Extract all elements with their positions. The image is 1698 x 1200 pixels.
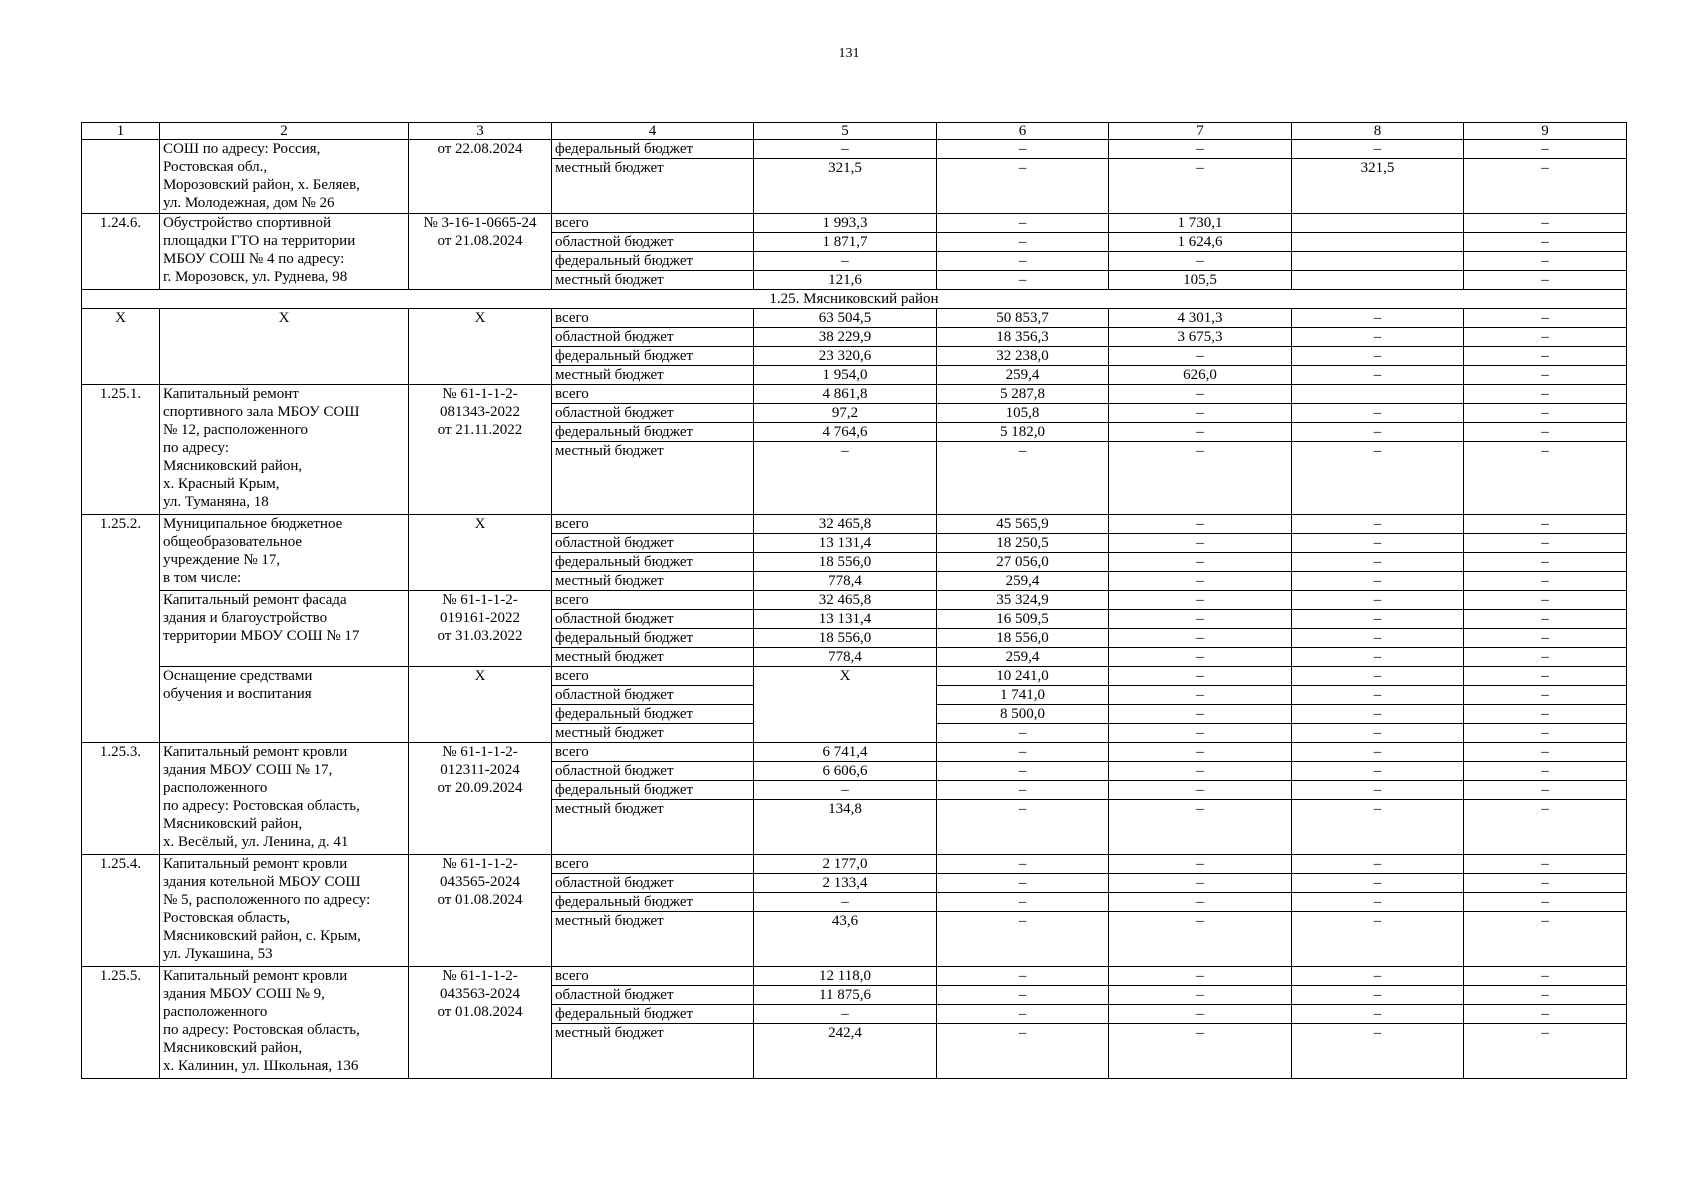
value-cell: – (1464, 423, 1627, 442)
value-cell: 12 118,0 (754, 967, 937, 986)
item-description: Муниципальное бюджетное общеобразовательное учреждение № 17, в том числе: (160, 515, 409, 591)
value-cell: – (1109, 893, 1292, 912)
budget-type: областной бюджет (552, 233, 754, 252)
value-cell: – (937, 855, 1109, 874)
value-cell (1292, 271, 1464, 290)
value-cell: – (754, 1005, 937, 1024)
budget-type: федеральный бюджет (552, 629, 754, 648)
value-cell: – (1109, 705, 1292, 724)
item-code: № 61-1-1-2- 081343-2022 от 21.11.2022 (409, 385, 552, 515)
value-cell: – (937, 912, 1109, 967)
value-cell: 97,2 (754, 404, 937, 423)
x-mark: Х (409, 515, 552, 591)
budget-type: всего (552, 743, 754, 762)
value-cell: – (937, 743, 1109, 762)
value-cell: – (1109, 423, 1292, 442)
value-cell: – (1292, 1024, 1464, 1079)
value-cell: – (1109, 781, 1292, 800)
value-cell: 10 241,0 (937, 667, 1109, 686)
table-row (82, 515, 1627, 534)
item-code: № 61-1-1-2- 043563-2024 от 01.08.2024 (409, 967, 552, 1079)
value-cell: – (1292, 874, 1464, 893)
value-cell: – (1464, 442, 1627, 515)
value-cell: 43,6 (754, 912, 937, 967)
value-cell: – (1292, 912, 1464, 967)
value-cell: 105,8 (937, 404, 1109, 423)
value-cell: 18 556,0 (937, 629, 1109, 648)
value-cell: – (754, 140, 937, 159)
value-cell: – (1464, 874, 1627, 893)
value-cell: – (1464, 347, 1627, 366)
item-number: 1.25.1. (82, 385, 160, 515)
value-cell: – (1464, 591, 1627, 610)
column-number: 5 (754, 123, 937, 140)
budget-type: всего (552, 967, 754, 986)
value-cell: 35 324,9 (937, 591, 1109, 610)
value-cell: – (1464, 366, 1627, 385)
value-cell: 6 741,4 (754, 743, 937, 762)
value-cell: – (937, 874, 1109, 893)
value-cell: – (1464, 515, 1627, 534)
value-cell: – (1464, 404, 1627, 423)
budget-type: федеральный бюджет (552, 1005, 754, 1024)
value-cell: – (1464, 553, 1627, 572)
value-cell: – (1109, 912, 1292, 967)
value-cell: – (1109, 1005, 1292, 1024)
budget-type: федеральный бюджет (552, 347, 754, 366)
value-cell: – (1109, 140, 1292, 159)
value-cell (1292, 233, 1464, 252)
budget-type: всего (552, 515, 754, 534)
budget-type: всего (552, 667, 754, 686)
item-description: Обустройство спортивной площадки ГТО на территории МБОУ СОШ № 4 по адресу: г. Морозовск, ул. Руднева, 98 (160, 214, 409, 290)
value-cell: – (1109, 347, 1292, 366)
value-cell: 626,0 (1109, 366, 1292, 385)
budget-type: областной бюджет (552, 328, 754, 347)
value-cell: – (1464, 214, 1627, 233)
value-cell: – (1292, 534, 1464, 553)
table-row (82, 667, 1627, 686)
value-cell: – (1292, 967, 1464, 986)
value-cell: 1 730,1 (1109, 214, 1292, 233)
budget-type: всего (552, 591, 754, 610)
value-cell: – (1109, 252, 1292, 271)
value-cell: 6 606,6 (754, 762, 937, 781)
value-cell: – (1109, 515, 1292, 534)
value-cell: – (1292, 572, 1464, 591)
value-cell: 105,5 (1109, 271, 1292, 290)
item-description: Капитальный ремонт фасада здания и благоустройство территории МБОУ СОШ № 17 (160, 591, 409, 667)
value-cell: – (1292, 629, 1464, 648)
value-cell: – (1109, 855, 1292, 874)
table-row (82, 743, 1627, 762)
budget-type: федеральный бюджет (552, 553, 754, 572)
value-cell: – (937, 1005, 1109, 1024)
value-cell: – (937, 252, 1109, 271)
budget-type: местный бюджет (552, 366, 754, 385)
value-cell: – (1464, 572, 1627, 591)
value-cell: – (1292, 347, 1464, 366)
value-cell: – (1109, 874, 1292, 893)
budget-type: всего (552, 855, 754, 874)
value-cell: – (754, 252, 937, 271)
value-cell: – (1292, 1005, 1464, 1024)
value-cell: – (937, 781, 1109, 800)
value-cell: – (1464, 328, 1627, 347)
value-cell: – (1464, 233, 1627, 252)
value-cell: 13 131,4 (754, 534, 937, 553)
value-cell: – (1464, 967, 1627, 986)
value-cell: – (1109, 629, 1292, 648)
budget-type: местный бюджет (552, 572, 754, 591)
value-cell: – (1464, 893, 1627, 912)
value-cell: 18 356,3 (937, 328, 1109, 347)
value-cell: – (1292, 404, 1464, 423)
budget-type: всего (552, 214, 754, 233)
value-cell: 32 465,8 (754, 515, 937, 534)
value-cell: – (1109, 1024, 1292, 1079)
value-cell: – (937, 442, 1109, 515)
value-cell: – (937, 893, 1109, 912)
value-cell: – (1109, 762, 1292, 781)
item-description: Капитальный ремонт спортивного зала МБОУ СОШ № 12, расположенного по адресу: Мясниковский район, х. Красный Крым, ул. Туманяна, 18 (160, 385, 409, 515)
value-cell: – (1109, 572, 1292, 591)
value-cell: – (754, 442, 937, 515)
value-cell: 18 556,0 (754, 629, 937, 648)
value-cell: – (1109, 610, 1292, 629)
value-cell: – (937, 159, 1109, 214)
value-cell: – (1109, 800, 1292, 855)
budget-type: местный бюджет (552, 159, 754, 214)
value-cell: 23 320,6 (754, 347, 937, 366)
item-description: Капитальный ремонт кровли здания котельной МБОУ СОШ № 5, расположенного по адресу: Ростовская область, Мясниковский район, с. Крым, ул. Лукашина, 53 (160, 855, 409, 967)
value-cell: – (937, 214, 1109, 233)
value-cell: – (1464, 252, 1627, 271)
value-cell: – (1109, 534, 1292, 553)
table-row (82, 140, 1627, 159)
item-number: 1.25.3. (82, 743, 160, 855)
value-cell: – (1464, 800, 1627, 855)
value-cell: 1 871,7 (754, 233, 937, 252)
value-cell: – (1292, 553, 1464, 572)
value-cell: – (1464, 667, 1627, 686)
value-cell (1292, 385, 1464, 404)
budget-type: местный бюджет (552, 442, 754, 515)
value-cell: – (1292, 893, 1464, 912)
budget-type: местный бюджет (552, 912, 754, 967)
value-cell: – (937, 986, 1109, 1005)
budget-type: местный бюджет (552, 648, 754, 667)
table-row (82, 214, 1627, 233)
budget-type: местный бюджет (552, 1024, 754, 1079)
value-cell: 45 565,9 (937, 515, 1109, 534)
item-description: Оснащение средствами обучения и воспитания (160, 667, 409, 743)
value-cell: – (1464, 986, 1627, 1005)
table-row (82, 967, 1627, 986)
item-description: Капитальный ремонт кровли здания МБОУ СОШ № 17, расположенного по адресу: Ростовская область, Мясниковский район, х. Весёлый, ул. Ленина, д. 41 (160, 743, 409, 855)
value-cell: 1 954,0 (754, 366, 937, 385)
value-cell (1292, 252, 1464, 271)
value-cell: – (1464, 855, 1627, 874)
value-cell: – (1464, 271, 1627, 290)
section-title: 1.25. Мясниковский район (82, 290, 1627, 309)
value-cell: – (1464, 762, 1627, 781)
item-number: 1.25.4. (82, 855, 160, 967)
value-cell: 778,4 (754, 648, 937, 667)
value-cell: – (1109, 159, 1292, 214)
budget-type: местный бюджет (552, 724, 754, 743)
value-cell: – (1292, 423, 1464, 442)
value-cell: – (1292, 743, 1464, 762)
value-cell: – (1464, 724, 1627, 743)
budget-type: областной бюджет (552, 534, 754, 553)
value-cell: – (1292, 515, 1464, 534)
table-row (82, 385, 1627, 404)
value-cell: – (1292, 591, 1464, 610)
value-cell: 1 624,6 (1109, 233, 1292, 252)
value-cell: 259,4 (937, 572, 1109, 591)
value-cell: – (1109, 743, 1292, 762)
value-cell: 4 764,6 (754, 423, 937, 442)
value-cell: 32 465,8 (754, 591, 937, 610)
value-cell: 63 504,5 (754, 309, 937, 328)
value-cell: – (1292, 328, 1464, 347)
value-cell: 2 177,0 (754, 855, 937, 874)
column-number: 1 (82, 123, 160, 140)
value-cell: – (1109, 724, 1292, 743)
item-code: № 61-1-1-2- 019161-2022 от 31.03.2022 (409, 591, 552, 667)
value-cell: 259,4 (937, 648, 1109, 667)
value-cell: 13 131,4 (754, 610, 937, 629)
value-cell: 27 056,0 (937, 553, 1109, 572)
value-cell: – (1109, 648, 1292, 667)
value-cell: – (754, 781, 937, 800)
table-row (82, 855, 1627, 874)
value-cell: – (1292, 855, 1464, 874)
value-cell: 778,4 (754, 572, 937, 591)
value-cell: 2 133,4 (754, 874, 937, 893)
column-number: 9 (1464, 123, 1627, 140)
value-cell: – (1109, 986, 1292, 1005)
value-cell: – (937, 140, 1109, 159)
x-mark: Х (409, 667, 552, 743)
budget-type: областной бюджет (552, 874, 754, 893)
value-cell: 3 675,3 (1109, 328, 1292, 347)
item-code: № 61-1-1-2- 012311-2024 от 20.09.2024 (409, 743, 552, 855)
value-cell: – (1292, 781, 1464, 800)
column-number: 8 (1292, 123, 1464, 140)
value-cell: – (937, 762, 1109, 781)
x-mark: Х (160, 309, 409, 385)
value-cell: – (937, 1024, 1109, 1079)
item-number: 1.25.2. (82, 515, 160, 743)
item-code: от 22.08.2024 (409, 140, 552, 214)
value-cell: – (1292, 140, 1464, 159)
column-number-row (82, 123, 1627, 140)
value-cell: – (1464, 686, 1627, 705)
item-number: 1.24.6. (82, 214, 160, 290)
value-cell: – (937, 724, 1109, 743)
value-cell: 18 250,5 (937, 534, 1109, 553)
value-cell: – (1464, 1005, 1627, 1024)
value-cell: 38 229,9 (754, 328, 937, 347)
value-cell: – (1464, 912, 1627, 967)
value-cell: 16 509,5 (937, 610, 1109, 629)
value-cell: – (1464, 648, 1627, 667)
value-cell: – (937, 967, 1109, 986)
budget-type: федеральный бюджет (552, 140, 754, 159)
value-cell: 134,8 (754, 800, 937, 855)
column-number: 7 (1109, 123, 1292, 140)
value-cell: – (1292, 705, 1464, 724)
budget-type: областной бюджет (552, 762, 754, 781)
value-cell: – (1464, 385, 1627, 404)
value-cell: – (1292, 724, 1464, 743)
value-cell: 121,6 (754, 271, 937, 290)
value-cell: – (1109, 404, 1292, 423)
value-cell: 1 993,3 (754, 214, 937, 233)
item-description: СОШ по адресу: Россия, Ростовская обл., Морозовский район, х. Беляев, ул. Молодежная, дом № 26 (160, 140, 409, 214)
value-cell: – (1464, 1024, 1627, 1079)
item-description: Капитальный ремонт кровли здания МБОУ СОШ № 9, расположенного по адресу: Ростовская область, Мясниковский район, х. Калинин, ул. Школьная, 136 (160, 967, 409, 1079)
value-cell: – (1292, 800, 1464, 855)
value-cell: – (1292, 986, 1464, 1005)
value-cell: 259,4 (937, 366, 1109, 385)
value-cell: 5 182,0 (937, 423, 1109, 442)
value-cell (1292, 214, 1464, 233)
value-cell: – (1292, 667, 1464, 686)
budget-type: местный бюджет (552, 800, 754, 855)
budget-type: областной бюджет (552, 986, 754, 1005)
value-cell: – (1464, 159, 1627, 214)
item-number-cell (82, 140, 160, 214)
value-cell: 242,4 (754, 1024, 937, 1079)
value-cell: 1 741,0 (937, 686, 1109, 705)
value-cell: – (1464, 309, 1627, 328)
page-number: 131 (838, 46, 860, 61)
table-row (82, 591, 1627, 610)
budget-type: местный бюджет (552, 271, 754, 290)
value-cell: – (1292, 686, 1464, 705)
value-cell: – (1464, 743, 1627, 762)
value-cell: 18 556,0 (754, 553, 937, 572)
value-cell: – (1109, 553, 1292, 572)
column-number: 6 (937, 123, 1109, 140)
item-code: № 61-1-1-2- 043565-2024 от 01.08.2024 (409, 855, 552, 967)
value-cell: 11 875,6 (754, 986, 937, 1005)
value-cell: 50 853,7 (937, 309, 1109, 328)
value-cell: 4 301,3 (1109, 309, 1292, 328)
value-cell: – (1109, 591, 1292, 610)
table-row (82, 309, 1627, 328)
column-number: 4 (552, 123, 754, 140)
value-cell: – (1292, 309, 1464, 328)
budget-type: всего (552, 309, 754, 328)
x-mark: Х (754, 667, 937, 743)
value-cell: – (1109, 686, 1292, 705)
value-cell: – (1464, 629, 1627, 648)
budget-type: всего (552, 385, 754, 404)
value-cell: – (1464, 610, 1627, 629)
value-cell: 5 287,8 (937, 385, 1109, 404)
value-cell: – (1109, 442, 1292, 515)
budget-type: федеральный бюджет (552, 705, 754, 724)
value-cell: – (1292, 366, 1464, 385)
value-cell: 321,5 (754, 159, 937, 214)
value-cell: 321,5 (1292, 159, 1464, 214)
value-cell: – (1292, 442, 1464, 515)
item-number: 1.25.5. (82, 967, 160, 1079)
value-cell: – (1464, 705, 1627, 724)
value-cell: – (937, 271, 1109, 290)
value-cell: – (1292, 610, 1464, 629)
value-cell: – (754, 893, 937, 912)
budget-type: областной бюджет (552, 686, 754, 705)
value-cell: – (937, 800, 1109, 855)
value-cell: 8 500,0 (937, 705, 1109, 724)
value-cell: – (937, 233, 1109, 252)
value-cell: – (1109, 385, 1292, 404)
budget-type: федеральный бюджет (552, 893, 754, 912)
x-mark: Х (82, 309, 160, 385)
x-mark: Х (409, 309, 552, 385)
budget-type: федеральный бюджет (552, 252, 754, 271)
value-cell: – (1109, 967, 1292, 986)
budget-type: федеральный бюджет (552, 423, 754, 442)
column-number: 2 (160, 123, 409, 140)
value-cell: – (1464, 781, 1627, 800)
item-code: № 3-16-1-0665-24 от 21.08.2024 (409, 214, 552, 290)
value-cell: 4 861,8 (754, 385, 937, 404)
budget-table (81, 122, 1627, 1079)
value-cell: – (1292, 762, 1464, 781)
value-cell: – (1109, 667, 1292, 686)
value-cell: – (1464, 140, 1627, 159)
column-number: 3 (409, 123, 552, 140)
value-cell: – (1292, 648, 1464, 667)
value-cell: – (1464, 534, 1627, 553)
value-cell: 32 238,0 (937, 347, 1109, 366)
budget-type: областной бюджет (552, 404, 754, 423)
budget-type: федеральный бюджет (552, 781, 754, 800)
section-row (82, 290, 1627, 309)
budget-type: областной бюджет (552, 610, 754, 629)
